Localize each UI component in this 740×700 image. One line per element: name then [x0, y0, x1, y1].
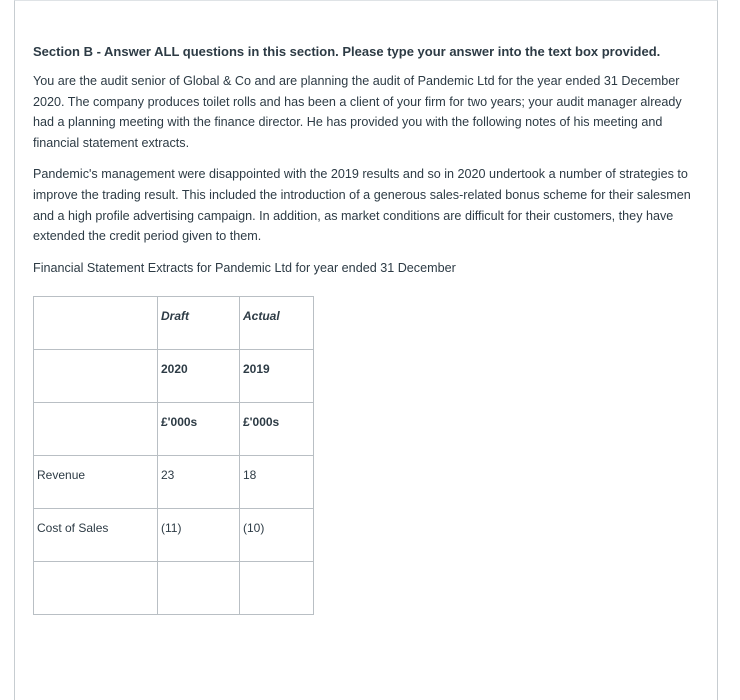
table-row-year: [34, 349, 314, 402]
column-units-actual: £'000s: [240, 402, 314, 455]
table-cell-label: [34, 296, 158, 349]
cost-of-sales-draft-value: (11): [158, 508, 240, 561]
scenario-paragraph-1: You are the audit senior of Global & Co and are planning the audit of Pandemic Ltd for the year ended 31 December 2020. The company produces toilet rolls and has been a client of your firm for two years; your audit manager already had a planning meeting with the finance director. He has provided you with the following notes of his meeting and financial statement extracts.: [33, 74, 682, 150]
section-heading: Section B - Answer ALL questions in this section. Please type your answer into the text box provided.: [33, 44, 661, 59]
table-row-units: [34, 402, 314, 455]
table-row-status: [34, 296, 314, 349]
table-cell-label: [34, 402, 158, 455]
cost-of-sales-actual-value: (10): [240, 508, 314, 561]
table-cell-label: [34, 561, 158, 614]
column-units-draft: £'000s: [158, 402, 240, 455]
column-year-2020: 2020: [158, 349, 240, 402]
table-cell: [240, 561, 314, 614]
revenue-draft-value: 23: [158, 455, 240, 508]
table-row-revenue: [34, 455, 314, 508]
column-header-draft: Draft: [158, 296, 240, 349]
table-row: [34, 561, 314, 614]
table-cell: [158, 561, 240, 614]
row-label-revenue: Revenue: [34, 455, 158, 508]
table-caption: Financial Statement Extracts for Pandemic Ltd for year ended 31 December: [33, 260, 456, 275]
question-content: [33, 41, 703, 615]
revenue-actual-value: 18: [240, 455, 314, 508]
scenario-paragraph-2: Pandemic's management were disappointed with the 2019 results and so in 2020 undertook a number of strategies to improve the trading result. This included the introduction of a generous sales-related bonus scheme for their salesmen and a high profile advertising campaign. In addition, as market conditions are difficult for their customers, they have extended the credit period given to them.: [33, 167, 691, 244]
table-cell-label: [34, 349, 158, 402]
column-year-2019: 2019: [240, 349, 314, 402]
financial-extracts-table: [33, 296, 314, 615]
question-panel: [14, 0, 718, 700]
table-row-cost-of-sales: [34, 508, 314, 561]
column-header-actual: Actual: [240, 296, 314, 349]
row-label-cost-of-sales: Cost of Sales: [34, 508, 158, 561]
